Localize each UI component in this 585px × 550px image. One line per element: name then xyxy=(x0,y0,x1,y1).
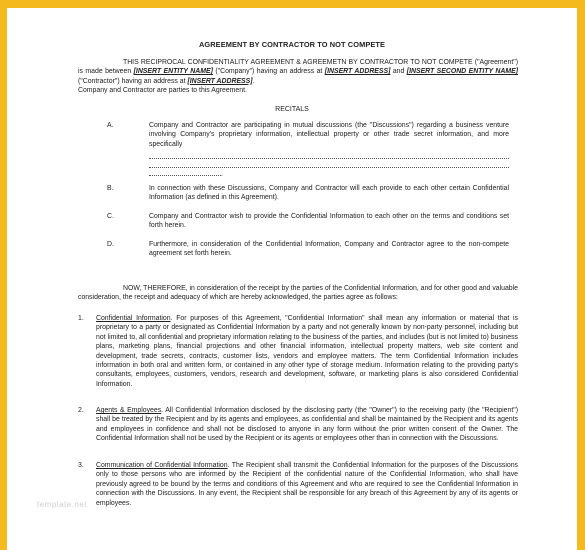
fill-in-line xyxy=(149,168,221,176)
fill-in-line xyxy=(149,159,509,168)
clause-number: 3. xyxy=(78,462,84,469)
clause-number: 1. xyxy=(78,315,84,322)
insert-second-entity-name: [INSERT SECOND ENTITY NAME] xyxy=(406,68,519,76)
recital-letter: A. xyxy=(107,122,114,129)
recitals-heading: RECITALS xyxy=(275,106,309,113)
recital-text: In connection with these Discussions, Company and Contractor will each provide to each other certain Confidential Information (as defined in this Agreement). xyxy=(149,185,509,202)
clause-text: Confidential Information. For purposes of this Agreement, "Confidential Information" shall mean any information or material that is proprietary to a party or designated as Confidential Information by a party and not generally known by non-party personnel, including but not limited to, all confidential and proprietary information relating to the business of the parties, and includes (but is not limited to) business plans, marketing plans, financial projections and other financial information, intellectual property matters, web site content and development, trade secrets, contracts, customer lists, vendors and employee matters. The term Confidential Information includes information in both oral and written form, or contained in any other type of storage medium. Information relating to the providing party's consultants, employees, customers, vendors, research and development, software, or marketing plans is also considered Confidential Information. xyxy=(96,315,518,388)
clause-heading: Confidential Information xyxy=(96,315,171,322)
clause-heading: Agents & Employees xyxy=(96,407,162,414)
recital-letter: B. xyxy=(107,185,114,192)
intro-paragraph: THIS RECIPROCAL CONFIDENTIALITY AGREEMENT & AGREEMETN BY CONTRACTOR TO NOT COMPETE ("Agreement") is made between [INSERT ENTITY NAME] ("Company") having an address at [INSERT ADDRESS] and [INSERT SECOND ENTITY NAME] ("Contractor") having an address at [INSERT ADDRESS]. xyxy=(78,59,519,85)
recital-text: Furthermore, in consideration of the Confidential Information, Company and Contractor agree to the non-compete agreement set forth herein. xyxy=(149,241,509,258)
insert-address: [INSERT ADDRESS] xyxy=(324,68,391,76)
watermark-text: template.net xyxy=(37,500,88,509)
recital-letter: D. xyxy=(107,241,114,248)
now-therefore-paragraph: NOW, THEREFORE, in consideration of the receipt by the parties of the Confidential Information, and for other good and valuable consideration, the receipt and adequacy of which are hereby acknowledged, the parties agree as follows: xyxy=(78,285,518,302)
recital-text: Company and Contractor wish to provide the Confidential Information to each other on the terms and conditions set forth herein. xyxy=(149,213,509,230)
recital-text: Company and Contractor are participating in mutual discussions (the "Discussions") regarding a business venture involving Company's proprietary information, intellectual property or other trade secret information, and more specifically . xyxy=(149,122,509,178)
clause-number: 2. xyxy=(78,407,84,414)
clause-text: Communication of Confidential Information. The Recipient shall transmit the Confidential Information for the purposes of the Discussions only to those persons who are informed by the Recipient of the confidential nature of the Confidential Information, who shall have previously agreed to be bound by the terms and conditions of this Agreement and who are required to see the Confidential Information in connection with the Discussions. In any event, the Recipient shall be responsible for any breach of this Agreement by any of its agents or employees. xyxy=(96,462,518,507)
insert-address-2: [INSERT ADDRESS] xyxy=(187,77,253,85)
fill-in-line xyxy=(149,149,509,158)
clause-text: Agents & Employees. All Confidential Information disclosed by the disclosing party (the "Owner") to the receiving party (the "Recipient") shall be treated by the Recipient and by its agents and employees, as confidential and shall be maintained by the Recipient and its agents and employees in confidence and shall not be disclosed to anyone in any form without the prior written consent of the Owner. The Confidential Information shall not be used by the Recipient or its agents or employees other than in connection with the Discussions. xyxy=(96,407,518,443)
recital-letter: C. xyxy=(107,213,114,220)
intro-section xyxy=(78,58,518,96)
insert-entity-name: [INSERT ENTITY NAME] xyxy=(133,68,213,76)
clause-heading: Communication of Confidential Information xyxy=(96,462,228,469)
document-title: AGREEMENT BY CONTRACTOR TO NOT COMPETE xyxy=(198,40,386,49)
document-page xyxy=(7,8,577,550)
intro-parties-line: Company and Contractor are parties to this Agreement. xyxy=(78,87,247,95)
